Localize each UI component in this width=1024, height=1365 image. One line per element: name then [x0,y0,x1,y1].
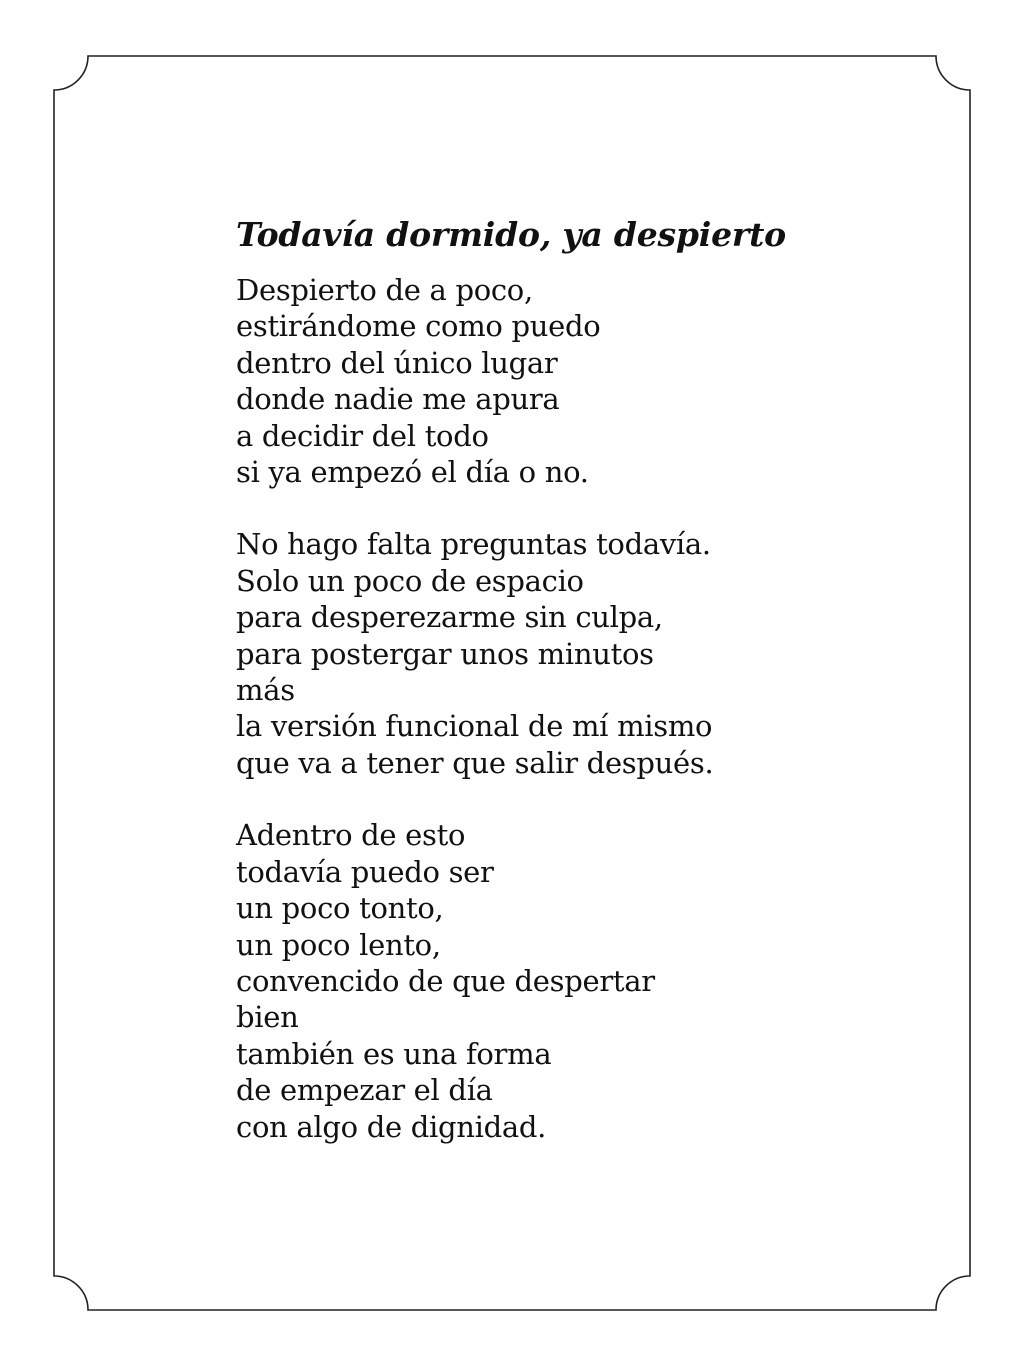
verse-line: dentro del único lugar [236,345,558,380]
stanza-1 [236,272,876,490]
verse-line: estirándome como puedo [236,309,601,344]
verse-line: todavía puedo ser [236,854,494,889]
verse-line: para desperezarme sin culpa, [236,600,663,635]
verse-line: un poco lento, [236,927,441,962]
verse-line: un poco tonto, [236,891,444,926]
verse-line: también es una forma [236,1036,552,1071]
verse-line: con algo de dignidad. [236,1109,547,1144]
verse-line: bien [236,1000,299,1035]
verse-line: a decidir del todo [236,418,489,453]
verse-line: Adentro de esto [236,818,466,853]
poem-title: Todavía dormido, ya despierto [236,215,786,254]
stanza-2 [236,526,876,781]
verse-line: de empezar el día [236,1073,493,1108]
verse-line: si ya empezó el día o no. [236,455,589,490]
verse-line: más [236,673,295,708]
verse-line: No hago falta preguntas todavía. [236,527,711,562]
verse-line: que va a tener que salir después. [236,745,714,780]
verse-line: convencido de que despertar [236,963,655,998]
verse-line: Solo un poco de espacio [236,563,584,598]
verse-line: donde nadie me apura [236,382,560,417]
verse-line: para postergar unos minutos [236,636,654,671]
verse-line: la versión funcional de mí mismo [236,709,713,744]
verse-line: Despierto de a poco, [236,273,533,307]
poem [236,212,876,1181]
stanza-3 [236,817,876,1145]
